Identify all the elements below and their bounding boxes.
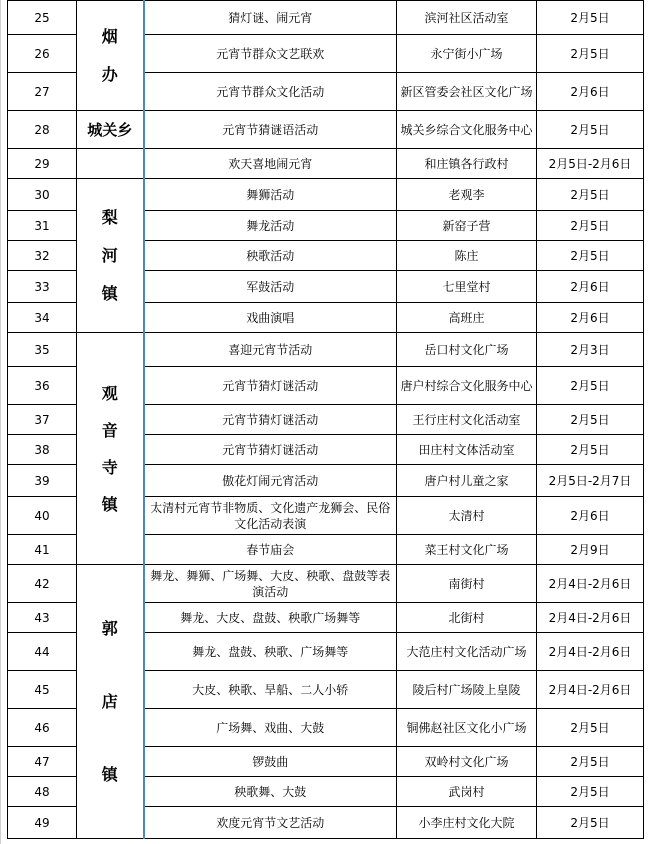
town-char: 镇: [101, 765, 118, 784]
town-char: 镇: [101, 283, 118, 303]
location-cell: 唐户村综合文化服务中心: [397, 367, 537, 405]
table-row: [8, 565, 644, 603]
town-name: [77, 565, 144, 839]
location-cell: 王行庄村文化活动室: [397, 405, 537, 435]
row-number: 32: [8, 241, 77, 271]
row-number: 48: [8, 777, 77, 807]
location-cell: 新区管委会社区文化广场: [397, 73, 537, 111]
date-cell: 2月5日-2月6日: [537, 149, 644, 179]
row-number: 39: [8, 465, 77, 497]
date-cell: 2月4日-2月6日: [537, 565, 644, 603]
row-number: 33: [8, 271, 77, 303]
row-number: 43: [8, 603, 77, 633]
town-char: 河: [101, 245, 118, 265]
town-char: 观: [101, 383, 118, 403]
activity-cell: 欢天喜地闹元宵: [144, 149, 397, 179]
row-number: 34: [8, 303, 77, 333]
table-row: [8, 1, 644, 35]
table-row: [8, 111, 644, 149]
location-cell: 新窑子营: [397, 211, 537, 241]
activity-cell: 锣鼓曲: [144, 747, 397, 777]
activity-cell: 元宵节猜灯谜活动: [144, 435, 397, 465]
town-char: 办: [101, 64, 118, 84]
date-cell: 2月5日: [537, 1, 644, 35]
location-cell: 菜王村文化广场: [397, 535, 537, 565]
table-row: [8, 179, 644, 211]
location-cell: 岳口村文化广场: [397, 333, 537, 367]
activity-cell: 舞龙活动: [144, 211, 397, 241]
date-cell: 2月5日: [537, 179, 644, 211]
row-number: 30: [8, 179, 77, 211]
location-cell: 南街村: [397, 565, 537, 603]
date-cell: 2月5日: [537, 211, 644, 241]
date-cell: 2月4日-2月6日: [537, 671, 644, 709]
page-edge: [0, 0, 1, 844]
date-cell: 2月5日: [537, 111, 644, 149]
date-cell: 2月3日: [537, 333, 644, 367]
row-number: 26: [8, 35, 77, 73]
location-cell: 小李庄村文化大院: [397, 807, 537, 839]
location-cell: 滨河社区活动室: [397, 1, 537, 35]
activity-cell: 傲花灯闹元宵活动: [144, 465, 397, 497]
date-cell: 2月5日: [537, 241, 644, 271]
activity-cell: 秧歌舞、大鼓: [144, 777, 397, 807]
location-cell: 大范庄村文化活动广场: [397, 633, 537, 671]
activity-cell: 舞狮活动: [144, 179, 397, 211]
date-cell: 2月5日: [537, 435, 644, 465]
activity-table: [7, 0, 644, 839]
activity-cell: 元宵节猜谜语活动: [144, 111, 397, 149]
activity-cell: 猜灯谜、闹元宵: [144, 1, 397, 35]
date-cell: 2月4日-2月6日: [537, 633, 644, 671]
activity-cell: 舞龙、大皮、盘鼓、秧歌广场舞等: [144, 603, 397, 633]
activity-cell: 广场舞、戏曲、大鼓: [144, 709, 397, 747]
location-cell: 和庄镇各行政村: [397, 149, 537, 179]
activity-cell: 元宵节猜灯谜活动: [144, 405, 397, 435]
town-char: 镇: [101, 494, 118, 514]
town-char: 郭: [101, 619, 118, 638]
date-cell: 2月5日: [537, 367, 644, 405]
town-char: 梨: [101, 207, 118, 227]
row-number: 47: [8, 747, 77, 777]
location-cell: 双岭村文化广场: [397, 747, 537, 777]
location-cell: 武岗村: [397, 777, 537, 807]
activity-cell: 戏曲演唱: [144, 303, 397, 333]
row-number: 25: [8, 1, 77, 35]
activity-cell: 元宵节群众文化活动: [144, 73, 397, 111]
row-number: 27: [8, 73, 77, 111]
date-cell: 2月6日: [537, 497, 644, 535]
row-number: 42: [8, 565, 77, 603]
location-cell: 唐户村儿童之家: [397, 465, 537, 497]
location-cell: 铜佛赵社区文化小广场: [397, 709, 537, 747]
location-cell: 北街村: [397, 603, 537, 633]
location-cell: 陈庄: [397, 241, 537, 271]
town-char: 音: [101, 420, 118, 440]
location-cell: 永宁街小广场: [397, 35, 537, 73]
activity-cell: 军鼓活动: [144, 271, 397, 303]
activity-cell: 元宵节群众文艺联欢: [144, 35, 397, 73]
town-char: 店: [101, 692, 118, 711]
location-cell: 太清村: [397, 497, 537, 535]
table-row: [8, 333, 644, 367]
row-number: 36: [8, 367, 77, 405]
activity-cell: 喜迎元宵节活动: [144, 333, 397, 367]
row-number: 35: [8, 333, 77, 367]
date-cell: 2月5日-2月7日: [537, 465, 644, 497]
location-cell: 陵后村广场陵上皇陵: [397, 671, 537, 709]
location-cell: 田庄村文体活动室: [397, 435, 537, 465]
activity-cell: 舞龙、舞狮、广场舞、大皮、秧歌、盘鼓等表演活动: [144, 565, 397, 603]
town-char: 烟: [101, 26, 118, 46]
date-cell: 2月9日: [537, 535, 644, 565]
row-number: 41: [8, 535, 77, 565]
row-number: 49: [8, 807, 77, 839]
activity-cell: 欢度元宵节文艺活动: [144, 807, 397, 839]
date-cell: 2月5日: [537, 807, 644, 839]
date-cell: 2月6日: [537, 271, 644, 303]
date-cell: 2月5日: [537, 405, 644, 435]
town-name: 城关乡: [77, 111, 144, 149]
row-number: 45: [8, 671, 77, 709]
town-name: [77, 179, 144, 333]
date-cell: 2月5日: [537, 747, 644, 777]
date-cell: 2月5日: [537, 35, 644, 73]
location-cell: 城关乡综合文化服务中心: [397, 111, 537, 149]
activity-cell: 秧歌活动: [144, 241, 397, 271]
activity-cell: 元宵节猜灯谜活动: [144, 367, 397, 405]
town-char: 寺: [101, 457, 118, 477]
date-cell: 2月4日-2月6日: [537, 603, 644, 633]
row-number: 29: [8, 149, 77, 179]
activity-cell: 大皮、秧歌、旱船、二人小轿: [144, 671, 397, 709]
town-empty: [77, 149, 144, 179]
town-name: [77, 1, 144, 111]
date-cell: 2月6日: [537, 73, 644, 111]
row-number: 37: [8, 405, 77, 435]
row-number: 28: [8, 111, 77, 149]
town-name: [77, 333, 144, 565]
date-cell: 2月5日: [537, 777, 644, 807]
date-cell: 2月6日: [537, 303, 644, 333]
date-cell: 2月5日: [537, 709, 644, 747]
location-cell: 高班庄: [397, 303, 537, 333]
location-cell: 七里堂村: [397, 271, 537, 303]
row-number: 44: [8, 633, 77, 671]
location-cell: 老观李: [397, 179, 537, 211]
table-row: [8, 149, 644, 179]
row-number: 46: [8, 709, 77, 747]
row-number: 40: [8, 497, 77, 535]
activity-cell: 春节庙会: [144, 535, 397, 565]
activity-cell: 太清村元宵节非物质、文化遗产龙狮会、民俗文化活动表演: [144, 497, 397, 535]
activity-cell: 舞龙、盘鼓、秧歌、广场舞等: [144, 633, 397, 671]
row-number: 38: [8, 435, 77, 465]
row-number: 31: [8, 211, 77, 241]
